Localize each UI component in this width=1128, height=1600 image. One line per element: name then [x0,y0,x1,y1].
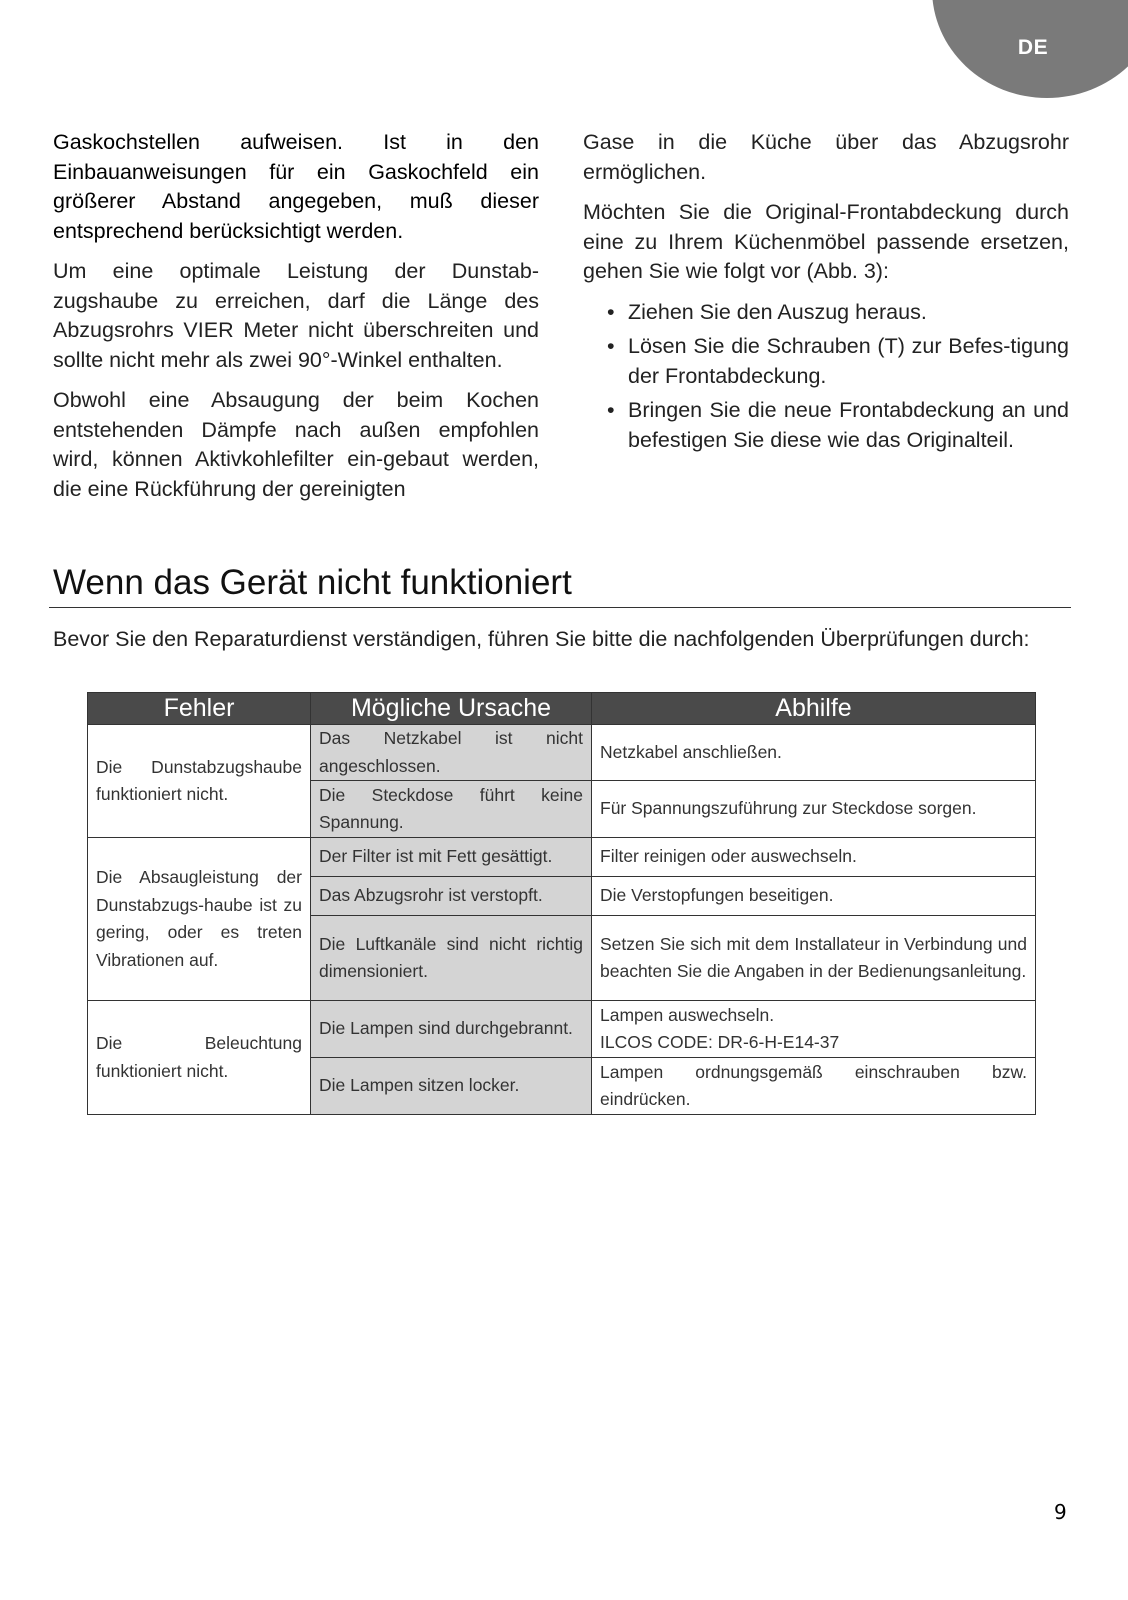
list-item [583,396,1069,455]
cause-cell: Die Lampen sind durchgebrannt. [311,1001,592,1058]
bullet-icon: • [607,334,615,358]
remedy-cell: Setzen Sie sich mit dem Installateur in Verbindung und beachten Sie die Angaben in der Bedienungsanleitung. [592,916,1036,1001]
table-header-row [88,693,1036,725]
section-title: Wenn das Gerät nicht funktioniert [53,563,572,602]
list-item-text: Lösen Sie die Schrauben (T) zur Befes-tigung der Frontabdeckung. [628,334,1069,388]
header-cause: Mögliche Ursache [311,693,592,725]
title-divider [49,607,1071,608]
remedy-cell [592,1001,1036,1058]
remedy-cell: Netzkabel anschließen. [592,725,1036,781]
cause-cell: Das Abzugsrohr ist verstopft. [311,877,592,916]
list-item-text: Bringen Sie die neue Frontabdeckung an und befestigen Sie diese wie das Originalteil. [628,398,1069,452]
fault-cell: Die Beleuchtung funktioniert nicht. [88,1001,311,1115]
remedy-cell: Die Verstopfungen beseitigen. [592,877,1036,916]
header-remedy: Abhilfe [592,693,1036,725]
remedy-cell: Lampen ordnungsgemäß einschrauben bzw. eindrücken. [592,1058,1036,1115]
bullet-icon: • [607,299,615,324]
paragraph: Möchten Sie die Original-Frontabdeckung durch eine zu Ihrem Küchenmöbel passende ersetzen, gehen Sie wie folgt vor (Abb. 3): [583,200,1069,283]
list-item [583,332,1069,391]
fault-cell: Die Absaugleistung der Dunstabzugs-haube ist zu gering, oder es treten Vibrationen auf. [88,838,311,1001]
table-row [88,1001,1036,1058]
cause-cell: Die Lampen sitzen locker. [311,1058,592,1115]
cause-cell: Die Steckdose führt keine Spannung. [311,781,592,838]
paragraph: Um eine optimale Leistung der Dunstab-zugshaube zu erreichen, darf die Länge des Abzugsrohrs VIER Meter nicht überschreiten und sollte nicht mehr als zwei 90°-Winkel enthalten. [53,259,539,372]
remedy-cell: Für Spannungszuführung zur Steckdose sorgen. [592,781,1036,838]
paragraph: Obwohl eine Absaugung der beim Kochen entstehenden Dämpfe nach außen empfohlen wird, können Aktivkohlefilter ein-gebaut werden, die eine Rückführung der gereinigten [53,388,539,501]
left-column [53,128,539,515]
ilcos-code: ILCOS CODE: DR-6-H-E14-37 [600,1032,840,1052]
remedy-text: Lampen auswechseln. [600,1004,775,1025]
list-item [583,298,1069,328]
fault-cell: Die Dunstabzugshaube funktioniert nicht. [88,725,311,838]
table-row [88,725,1036,781]
cause-cell: Der Filter ist mit Fett gesättigt. [311,838,592,877]
table-row [88,838,1036,877]
right-column [583,128,1069,460]
list-item-text: Ziehen Sie den Auszug heraus. [628,299,927,324]
troubleshooting-table [87,692,1036,1115]
paragraph: Gaskochstellen aufweisen. Ist in den Einbauanweisungen für ein Gaskochfeld ein größerer Abstand angegeben, muß dieser entsprechend berücksichtigt werden. [53,130,539,243]
header-fault: Fehler [88,693,311,725]
language-label: DE [1017,36,1049,59]
remedy-cell: Filter reinigen oder auswechseln. [592,838,1036,877]
bullet-list [583,298,1069,456]
bullet-icon: • [607,398,615,422]
cause-cell: Das Netzkabel ist nicht angeschlossen. [311,725,592,781]
section-intro: Bevor Sie den Reparaturdienst verständigen, führen Sie bitte die nachfolgenden Überprüfungen durch: [53,627,1030,651]
cause-cell: Die Luftkanäle sind nicht richtig dimensioniert. [311,916,592,1001]
page-number: 9 [1054,1500,1067,1524]
paragraph: Gase in die Küche über das Abzugsrohr ermöglichen. [583,130,1069,184]
